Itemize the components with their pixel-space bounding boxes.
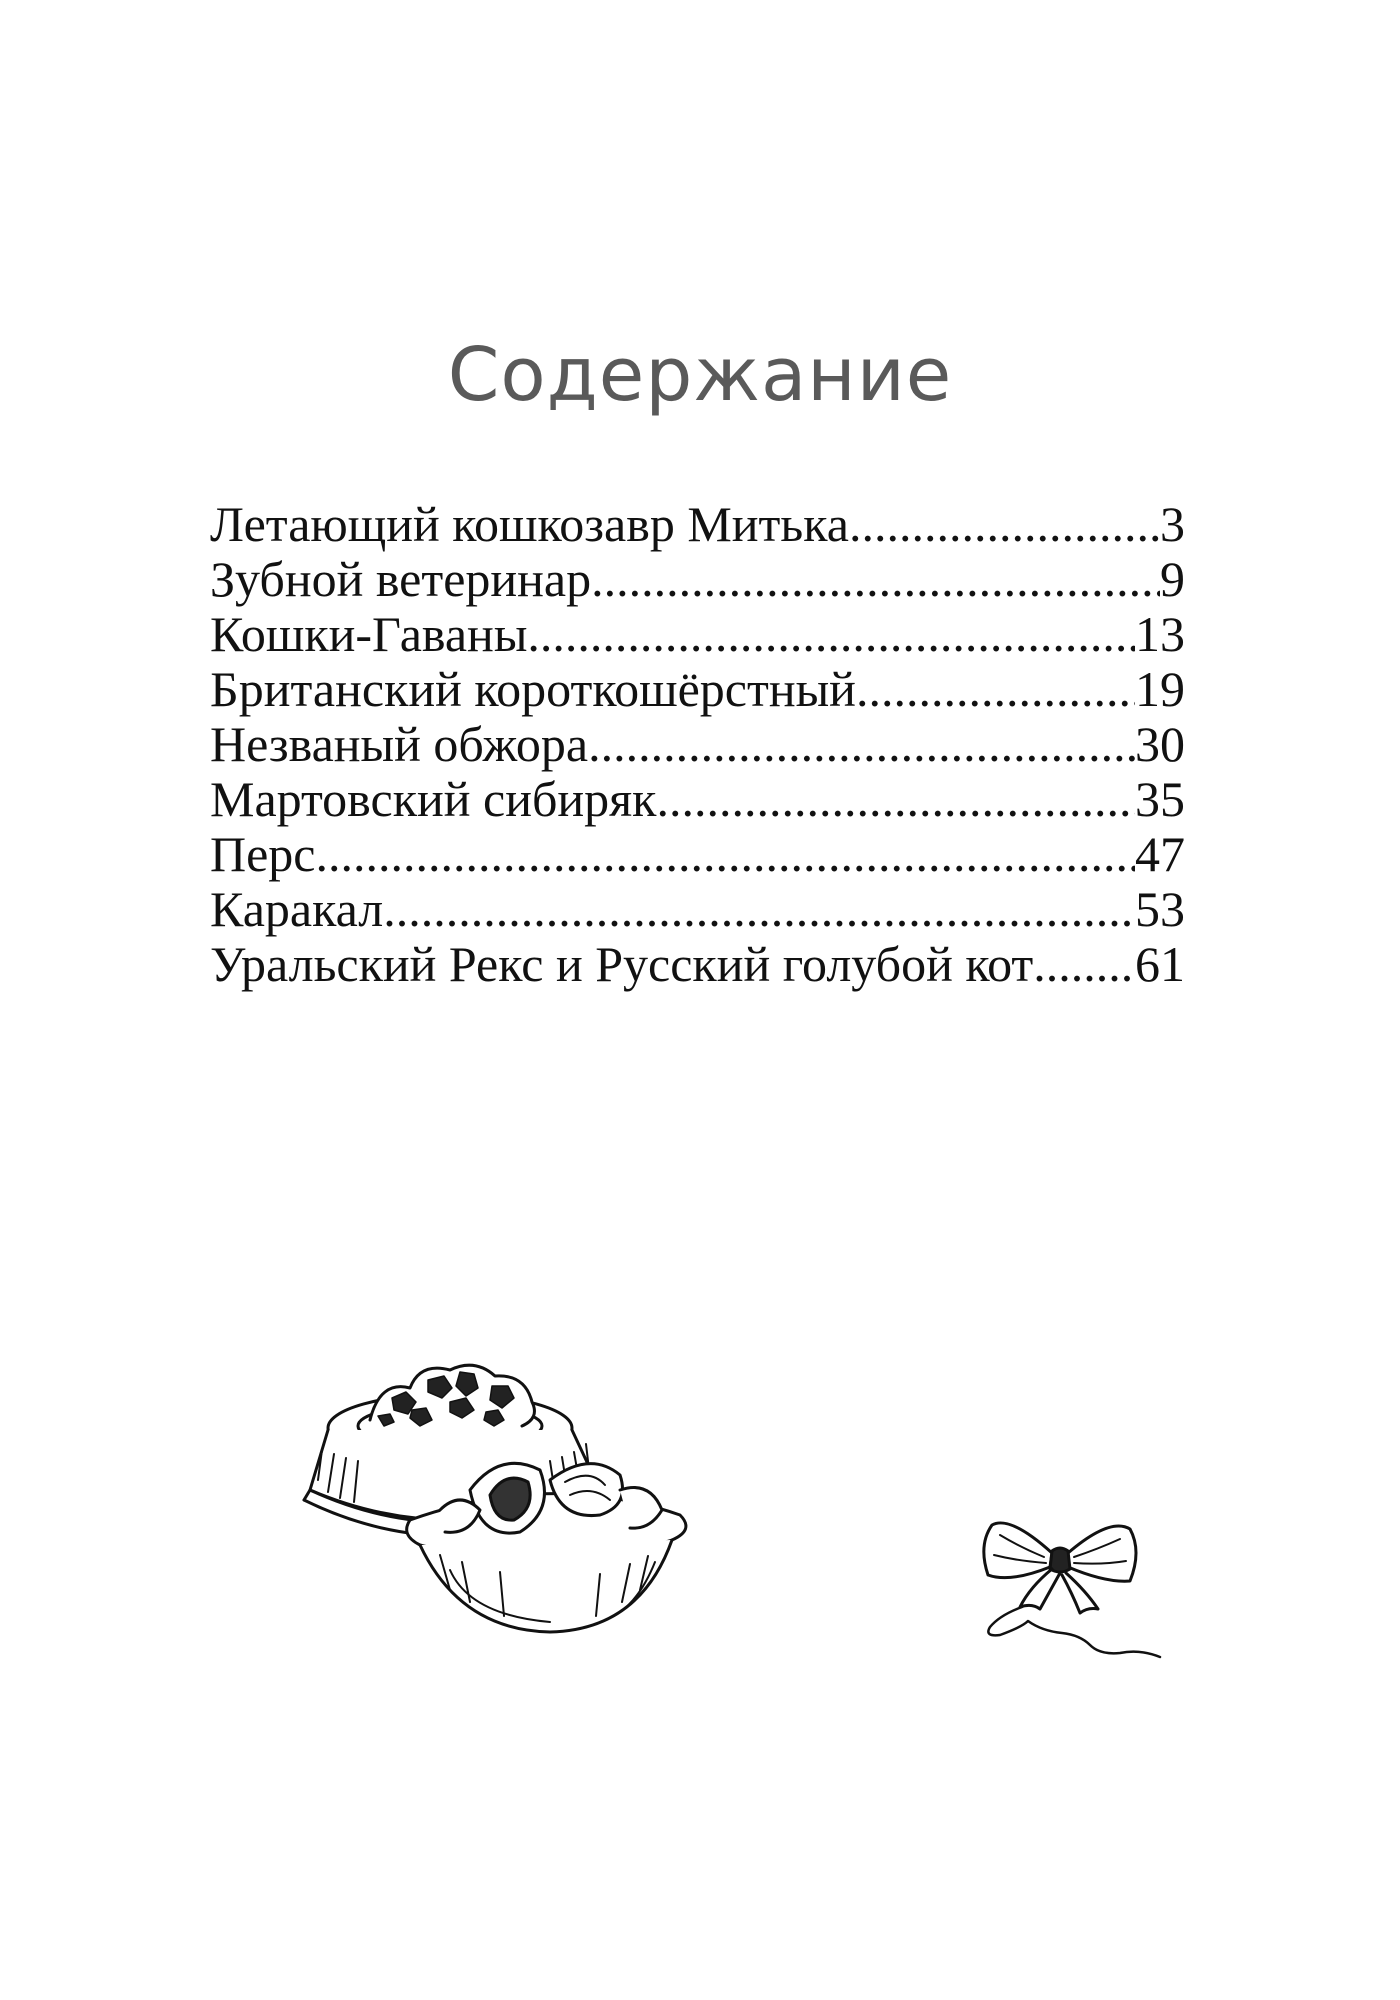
toc-leader-dots	[856, 662, 1135, 717]
toc-entry-page: 53	[1135, 881, 1185, 937]
toc-entry-page: 19	[1135, 661, 1185, 717]
toc-leader-dots	[591, 552, 1160, 607]
toc-entry-page: 61	[1135, 936, 1185, 992]
toc-entry-title: Каракал	[210, 881, 384, 937]
page-title: Содержание	[447, 332, 953, 418]
toc-entry	[210, 497, 1185, 552]
toc-leader-dots	[316, 827, 1136, 882]
toc-entry-page: 35	[1135, 771, 1185, 827]
table-of-contents	[210, 497, 1185, 992]
toc-entry	[210, 882, 1185, 937]
toc-entry-page: 47	[1135, 826, 1185, 882]
toc-leader-dots	[588, 717, 1135, 772]
toc-entry	[210, 937, 1185, 992]
toc-entry-title: Зубной ветеринар	[210, 551, 592, 607]
toc-leader-dots	[527, 607, 1135, 662]
toc-leader-dots	[849, 497, 1160, 552]
toc-entry-page: 9	[1160, 551, 1185, 607]
toc-entry-title: Перс	[210, 826, 316, 882]
toc-entry	[210, 827, 1185, 882]
toc-entry	[210, 607, 1185, 662]
toc-leader-dots	[1033, 937, 1135, 992]
toc-entry-title: Незваный обжора	[210, 716, 589, 772]
toc-entry	[210, 717, 1185, 772]
pet-food-bowls-illustration	[300, 1340, 740, 1650]
toc-entry-title: Летающий кошкозавр Митька	[210, 496, 849, 552]
toc-entry-page: 13	[1135, 606, 1185, 662]
toc-leader-dots	[656, 772, 1135, 827]
toc-entry-title: Британский короткошёрстный	[210, 661, 856, 717]
toc-leader-dots	[383, 882, 1135, 937]
toc-entry-title: Кошки-Гаваны	[210, 606, 528, 662]
toc-entry-page: 30	[1135, 716, 1185, 772]
toc-entry-title: Мартовский сибиряк	[210, 771, 657, 827]
toc-entry	[210, 772, 1185, 827]
toc-entry	[210, 662, 1185, 717]
toc-entry	[210, 552, 1185, 607]
toc-entry-title: Уральский Рекс и Русский голубой кот	[210, 936, 1034, 992]
toc-entry-page: 3	[1160, 496, 1185, 552]
ribbon-bow-illustration	[970, 1495, 1190, 1665]
